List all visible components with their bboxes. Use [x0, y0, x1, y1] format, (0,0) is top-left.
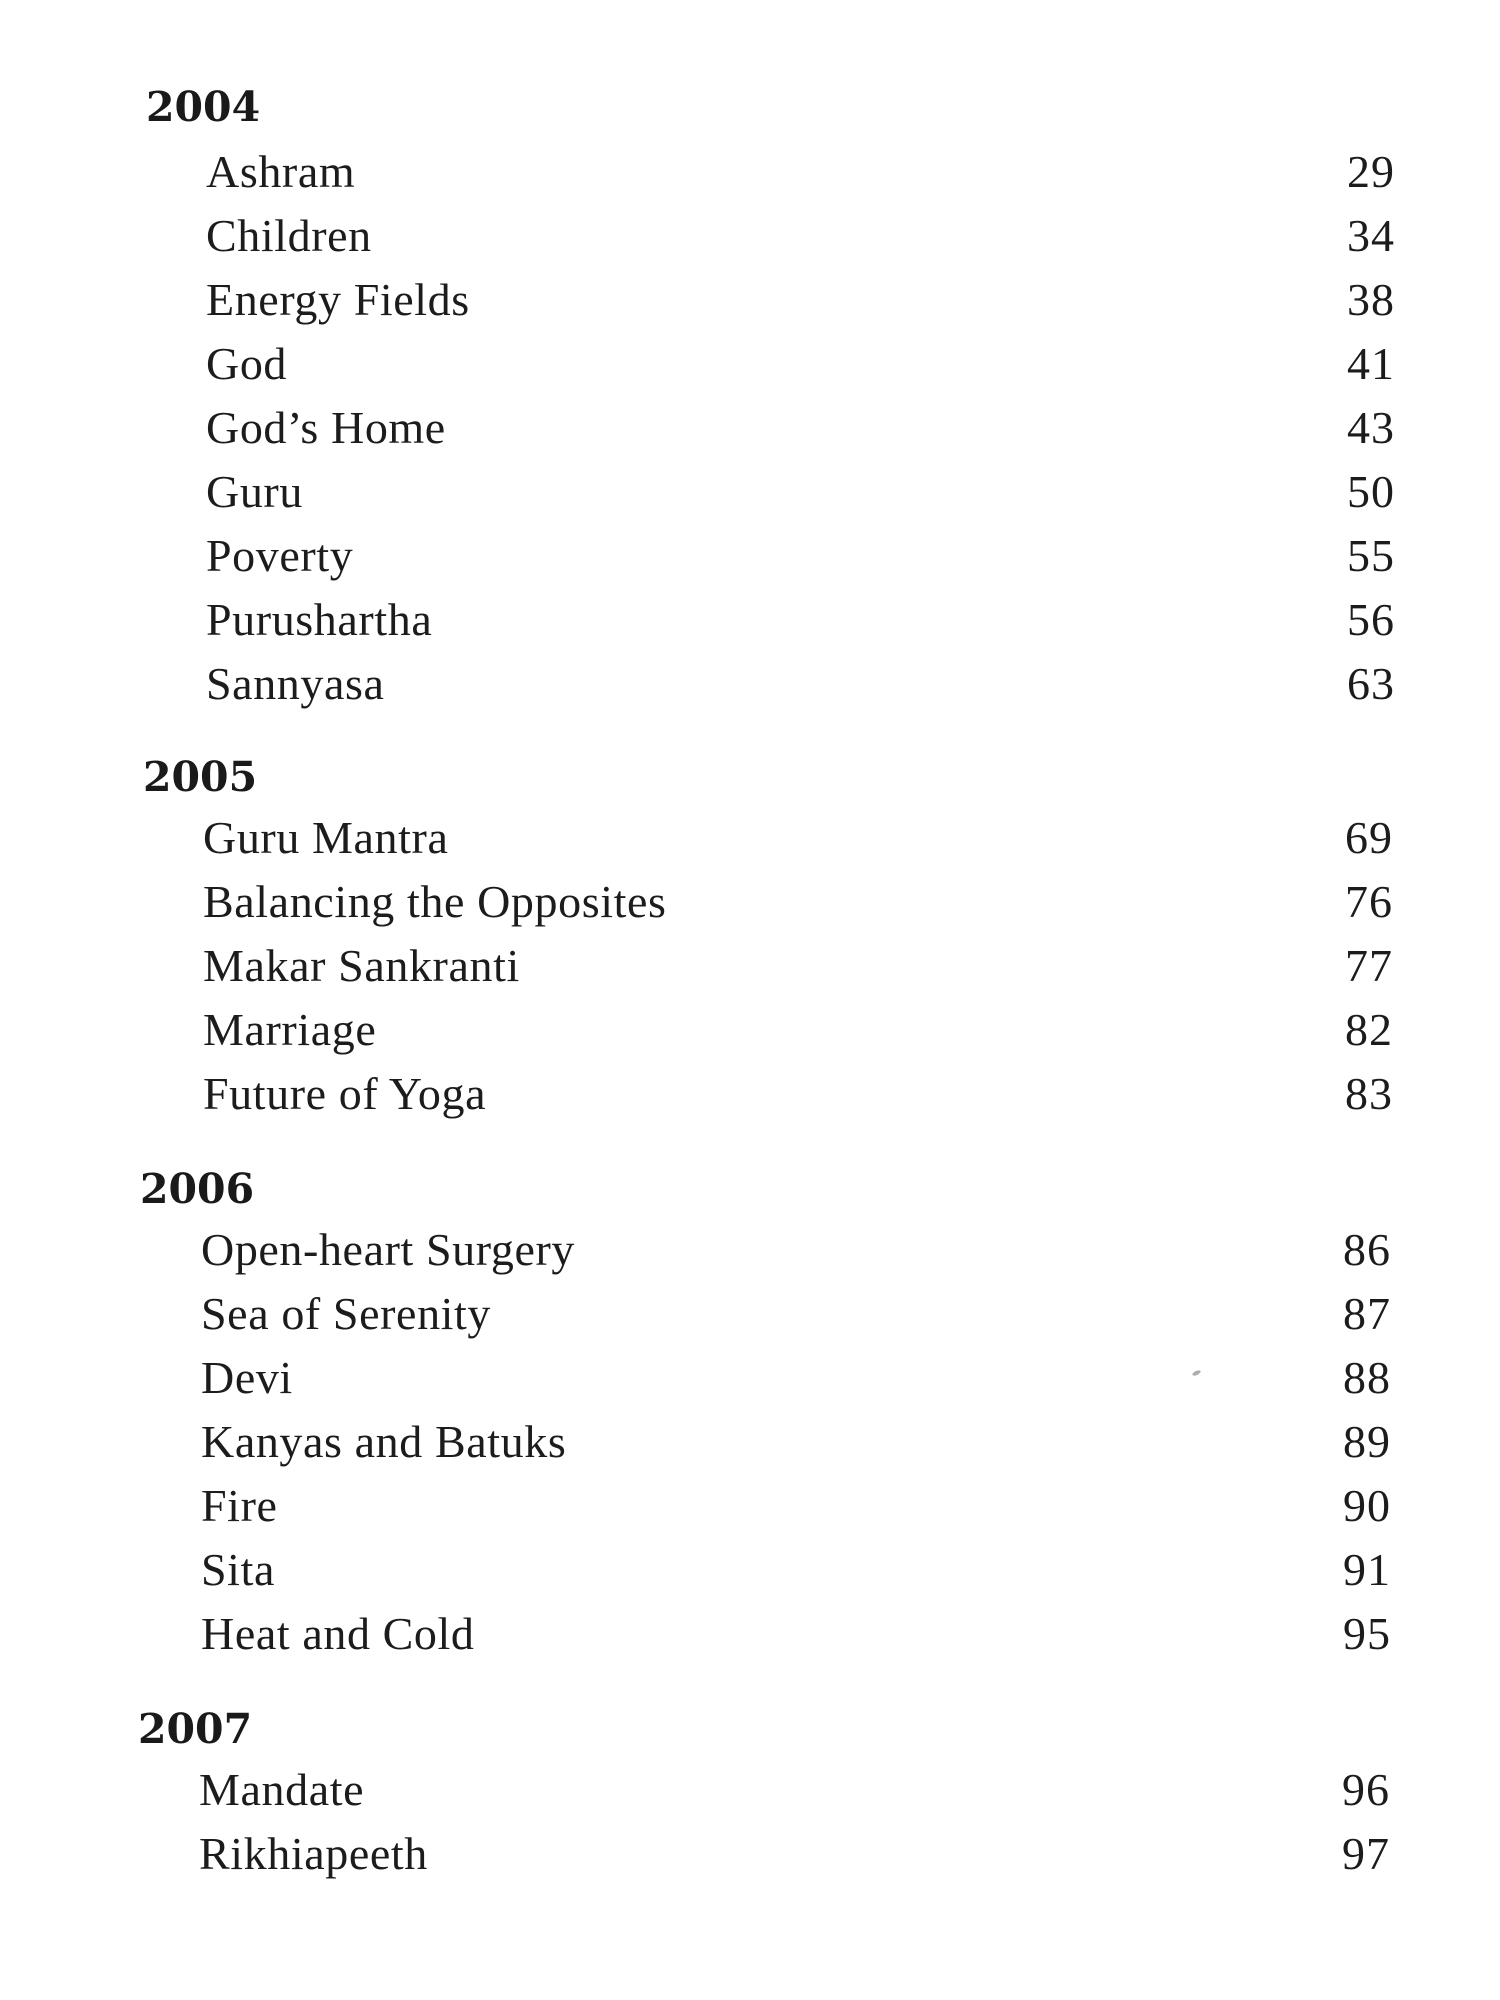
entry-title: Marriage	[203, 1004, 377, 1055]
entry-page-number: 97	[1342, 1828, 1390, 1879]
toc-entry[interactable]	[203, 998, 1393, 1062]
toc-entry[interactable]	[206, 140, 1395, 204]
entry-page-number: 87	[1343, 1288, 1391, 1339]
toc-entry[interactable]	[206, 524, 1395, 588]
entry-title: God	[206, 338, 288, 389]
toc-entry[interactable]	[199, 1822, 1390, 1886]
entry-title: Purushartha	[206, 594, 433, 645]
entry-title: Poverty	[206, 530, 354, 581]
entry-title: Children	[206, 210, 372, 261]
toc-entry[interactable]	[201, 1602, 1391, 1666]
entry-title: Energy Fields	[206, 274, 470, 325]
entry-page-number: 82	[1345, 1004, 1393, 1055]
entry-title: Mandate	[199, 1764, 365, 1815]
entry-page-number: 43	[1347, 402, 1395, 453]
entry-title: Open-heart Surgery	[201, 1224, 575, 1275]
entry-title: Guru Mantra	[203, 812, 449, 863]
toc-entry[interactable]	[201, 1282, 1391, 1346]
entry-title: Heat and Cold	[201, 1608, 475, 1659]
entry-title: Devi	[201, 1352, 293, 1403]
toc-entry[interactable]	[203, 1062, 1393, 1126]
entry-page-number: 83	[1345, 1068, 1393, 1119]
toc-entry[interactable]	[206, 652, 1395, 716]
toc-entry[interactable]	[206, 460, 1395, 524]
toc-entry[interactable]	[206, 396, 1395, 460]
toc-entry[interactable]	[206, 268, 1395, 332]
entry-page-number: 86	[1343, 1224, 1391, 1275]
entry-page-number: 69	[1345, 812, 1393, 863]
entry-page-number: 96	[1342, 1764, 1390, 1815]
entry-page-number: 50	[1347, 466, 1395, 517]
toc-entry[interactable]	[201, 1538, 1391, 1602]
entry-page-number: 34	[1347, 210, 1395, 261]
entry-title: Kanyas and Batuks	[201, 1416, 567, 1467]
section-year-heading: 2006	[140, 1165, 255, 1213]
entry-title: Future of Yoga	[203, 1068, 487, 1119]
entry-title: Sea of Serenity	[201, 1288, 492, 1339]
entry-page-number: 90	[1343, 1480, 1391, 1531]
entry-title: Fire	[201, 1480, 278, 1531]
toc-entry[interactable]	[201, 1474, 1391, 1538]
entry-page-number: 55	[1347, 530, 1395, 581]
entry-page-number: 95	[1343, 1608, 1391, 1659]
entry-title: Ashram	[206, 146, 356, 197]
section-year-heading: 2004	[146, 83, 261, 131]
toc-entry[interactable]	[203, 934, 1393, 998]
section-year-heading: 2005	[143, 753, 258, 801]
entry-title: Sannyasa	[206, 658, 385, 709]
entry-title: Guru	[206, 466, 303, 517]
toc-entry[interactable]	[201, 1346, 1391, 1410]
toc-entry[interactable]	[203, 870, 1393, 934]
entry-page-number: 91	[1343, 1544, 1391, 1595]
entry-title: Sita	[201, 1544, 275, 1595]
entry-page-number: 76	[1345, 876, 1393, 927]
entry-page-number: 29	[1347, 146, 1395, 197]
entry-title: God’s Home	[206, 402, 446, 453]
toc-entry[interactable]	[206, 332, 1395, 396]
toc-entry[interactable]	[206, 204, 1395, 268]
entry-title: Balancing the Opposites	[203, 876, 667, 927]
entry-page-number: 41	[1347, 338, 1395, 389]
toc-entry[interactable]	[206, 588, 1395, 652]
entry-page-number: 88	[1343, 1352, 1391, 1403]
section-year-heading: 2007	[138, 1705, 253, 1753]
entry-page-number: 56	[1347, 594, 1395, 645]
entry-page-number: 38	[1347, 274, 1395, 325]
entry-title: Rikhiapeeth	[199, 1828, 428, 1879]
entry-page-number: 63	[1347, 658, 1395, 709]
toc-entry[interactable]	[201, 1218, 1391, 1282]
toc-entry[interactable]	[201, 1410, 1391, 1474]
entry-page-number: 77	[1345, 940, 1393, 991]
toc-entry[interactable]	[203, 806, 1393, 870]
toc-entry[interactable]	[199, 1758, 1390, 1822]
entry-page-number: 89	[1343, 1416, 1391, 1467]
entry-title: Makar Sankranti	[203, 940, 520, 991]
